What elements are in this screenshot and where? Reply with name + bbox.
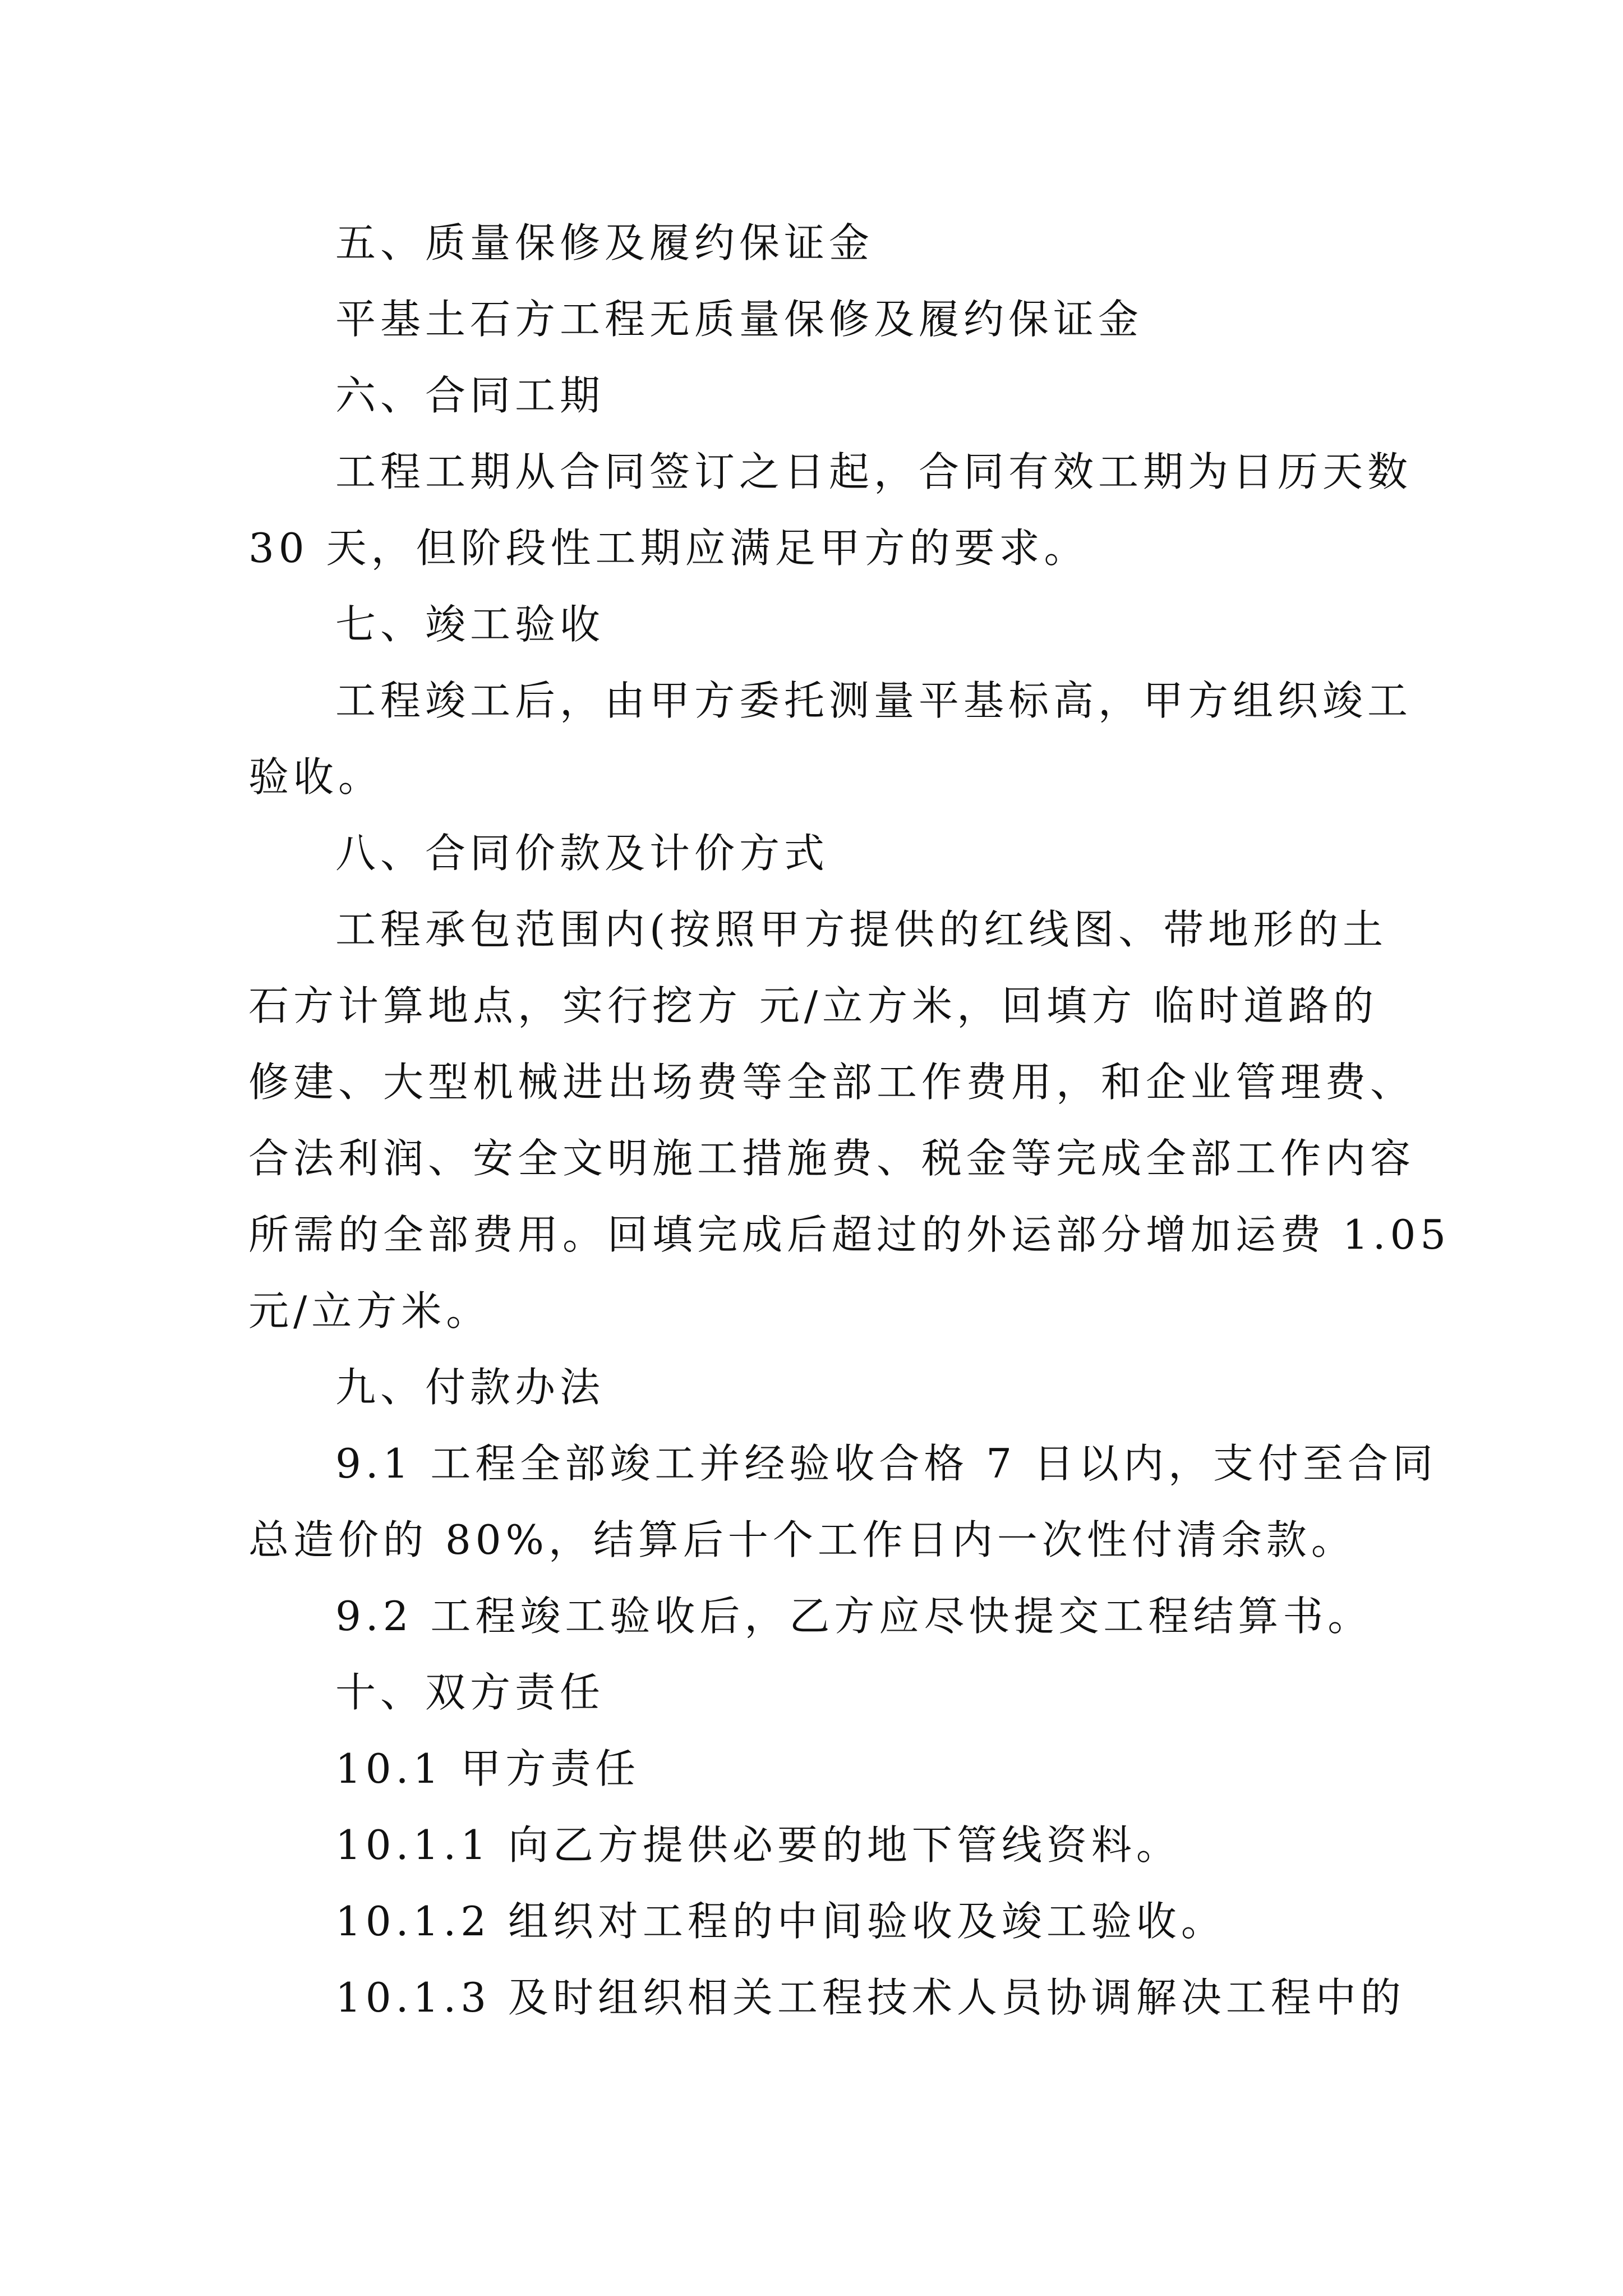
paragraph-line: 总造价的 80%，结算后十个工作日内一次性付清余款。 <box>248 1516 1356 1563</box>
clause-10-1-2: 10.1.2 组织对工程的中间验收及竣工验收。 <box>335 1898 1226 1945</box>
clause-10-1-3: 10.1.3 及时组织相关工程技术人员协调解决工程中的 <box>335 1974 1405 2021</box>
paragraph-line: 30 天，但阶段性工期应满足甲方的要求。 <box>248 524 1089 572</box>
heading-contract-period: 六、合同工期 <box>335 372 605 419</box>
heading-payment-method: 九、付款办法 <box>335 1364 605 1411</box>
paragraph-line: 工程竣工后，由甲方委托测量平基标高，甲方组织竣工 <box>335 677 1413 724</box>
clause-9-2: 9.2 工程竣工验收后，乙方应尽快提交工程结算书。 <box>335 1593 1373 1640</box>
clause-10-1: 10.1 甲方责任 <box>335 1745 640 1792</box>
paragraph-line: 所需的全部费用。回填完成后超过的外运部分增加运费 1.05 <box>248 1211 1451 1258</box>
clause-10-1-1: 10.1.1 向乙方提供必要的地下管线资料。 <box>335 1821 1181 1869</box>
heading-completion-acceptance: 七、竣工验收 <box>335 601 605 648</box>
heading-responsibilities: 十、双方责任 <box>335 1669 605 1716</box>
paragraph-line: 验收。 <box>248 753 384 800</box>
paragraph-line: 合法利润、安全文明施工措施费、税金等完成全部工作内容 <box>248 1135 1415 1182</box>
paragraph-line: 元/立方米。 <box>248 1287 491 1335</box>
clause-9-1: 9.1 工程全部竣工并经验收合格 7 日以内，支付至合同 <box>335 1440 1437 1487</box>
paragraph-line: 工程承包范围内(按照甲方提供的红线图、带地形的土 <box>335 906 1388 953</box>
heading-contract-price: 八、合同价款及计价方式 <box>335 830 829 877</box>
paragraph-line: 工程工期从合同签订之日起，合同有效工期为日历天数 <box>335 448 1413 495</box>
paragraph-line: 修建、大型机械进出场费等全部工作费用，和企业管理费、 <box>248 1059 1415 1106</box>
heading-quality-warranty: 五、质量保修及履约保证金 <box>335 219 874 266</box>
paragraph-line: 平基土石方工程无质量保修及履约保证金 <box>335 296 1144 343</box>
paragraph-line: 石方计算地点，实行挖方 元/立方米，回填方 临时道路的 <box>248 982 1378 1029</box>
